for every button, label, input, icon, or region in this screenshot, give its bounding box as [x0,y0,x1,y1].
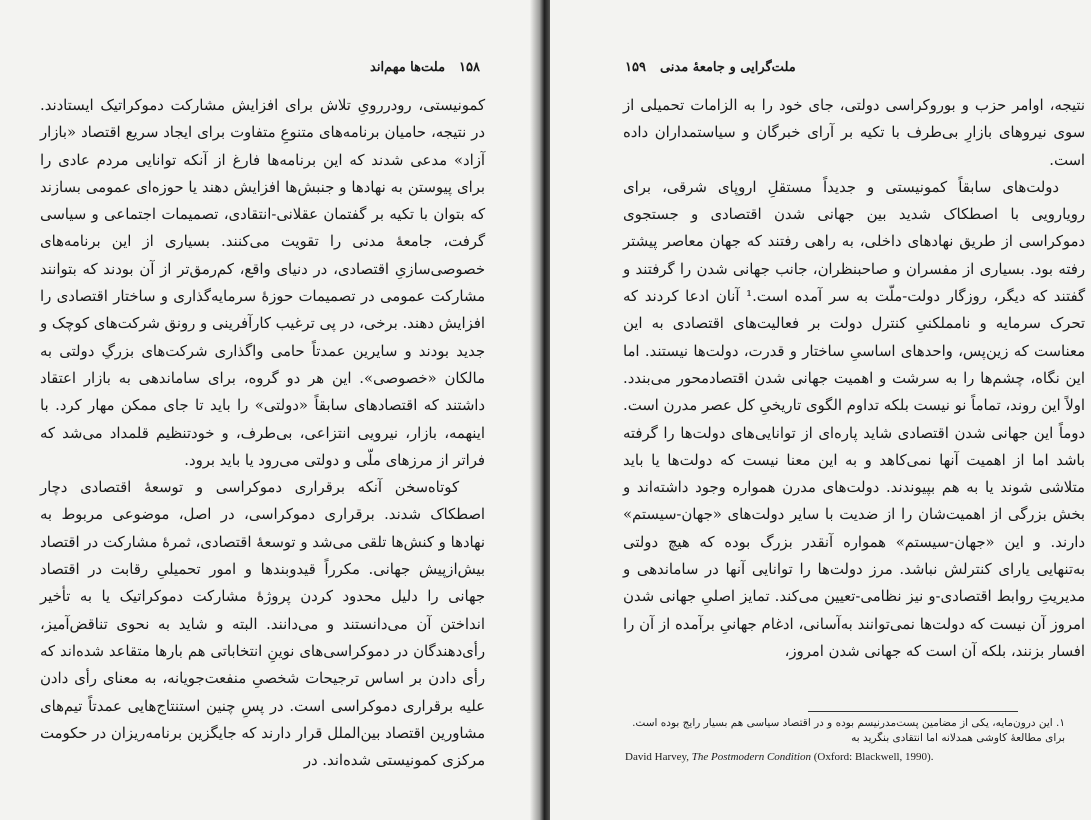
left-page-header [370,54,480,80]
footnote-divider [808,711,1018,712]
footnote-reference [625,750,1065,765]
left-paragraph-1: کمونیستی، رودررویِ تلاش برای افزایش مشارکت دموکراتیک ایستادند. در نتیجه، حامیان برنامه‌های متنوعِ متفاوت برای ایجاد سریع اقتصاد «بازار آزاد» مدعی شدند که این برنامه‌ها فارغ از آنکه توانایی مردم عادی را برای پیوستن به نهادها و جنبش‌ها افزایش دهند یا حوزه‌ای عمومی بسازند که بتوان با تکیه بر گفتمان عقلانی-انتقادی، تصمیمات اجتماعی و سیاسی گرفت، جامعهٔ مدنی را تقویت می‌کنند. بسیاری از این برنامه‌های خصوصی‌سازیِ اقتصادی، در دنیای واقع، کم‌رمق‌تر از آن بودند که بتوانند مشارکت عمومی در تصمیمات حوزهٔ سرمایه‌گذاری و ساختار اقتصادی را افزایش دهند. برخی، در پی ترغیب کارآفرینی و رونق شرکت‌های کوچک و جدید بودند و سایرین عمدتاً حامی واگذاری شرکت‌های بزرگِ دولتی به مالکان «خصوصی». این هر دو گروه، برای ساماندهی به بازار اعتقاد داشتند که اقتصادهای سابقاً «دولتی» را باید تا جای ممکن مهار کرد. با اینهمه، بازار، نیرویی انتزاعی، بی‌طرف، و خودتنظیم قلمداد می‌شد که فراتر از مرزهای ملّی و دولتی می‌رود یا باید برود. [40,97,485,469]
right-page-body [623,92,1085,665]
left-page-title: ملت‌ها مهم‌اند [370,59,446,75]
footnote-text: ۱. این درون‌مایه، یکی از مضامین پست‌مدرنیسم بوده و در اقتصاد سیاسی هم بسیار رایج بوده است. برای مطالعهٔ کاوشی همدلانه اما انتقادی بنگرید به [632,717,1065,744]
right-page [550,0,1091,820]
right-page-header [625,54,796,80]
right-page-title: ملت‌گرایی و جامعهٔ مدنی [659,59,796,75]
footnote-reference-publisher: (Oxford: Blackwell, 1990). [810,751,934,763]
footnote-reference-title: The Postmodern Condition [691,751,811,763]
right-page-number: ۱۵۹ [625,59,646,75]
right-paragraph-1: نتیجه، اوامر حزب و بوروکراسی دولتی، جای خود را به الزامات تحمیلی از سوی نیروهای بازارِ بی‌طرف با تکیه بر آرای خبرگان و سیاستمداران داده است. [623,97,1085,169]
footnote [625,716,1065,765]
right-paragraph-2: دولت‌های سابقاً کمونیستی و جدیداً مستقلِ اروپای شرقی، برای رویارویی با اصطکاک شدید بین جهانی شدن اقتصادی و جستجوی دموکراسی از طریق نهادهای داخلی، به راهی رفتند که جهان معاصر پیشتر رفته بود. بسیاری از مفسران و صاحبنظران، جانب جهانی شدن را گرفتند و گفتند که دیگر، روزگار دولت-ملّت به سر آمده است.¹ آنان ادعا کردند که تحرک سرمایه و نامملکنیِ کنترل دولت بر فعالیت‌های اقتصادی به این معناست که زین‌پس، واحدهای اساسیِ ساختار و قدرت، دولت‌ها نیستند. اما این نگاه، چشم‌ها را به سرشت و اهمیت جهانی شدن اقتصادمحور می‌بندد. اولاً این روند، تماماً نو نیست بلکه تداوم الگوی تاریخیِ کل عصر مدرن است. دوماً این جهانی شدن اقتصادی شاید پاره‌ای از توانایی‌های دولت‌ها را گرفته باشد اما از اهمیت آنها نمی‌کاهد و به این معنا نیست که دولت‌ها یا باید متلاشی شوند یا به هم بپیوندند. دولت‌های مدرن همواره وجود داشته‌اند و بخش بزرگی از اهمیت‌شان را از ضدیت با سایر دولت‌های «جهان-سیستم» دارند. و این «جهان-سیستم» همواره آنقدر بزرگ بوده که هیچ دولتی به‌تنهایی یارای کنترلش نباشد. مرز دولت‌ها را توانایی آنها در ساماندهی و مدیریتِ روابط اقتصادی-و نیز نظامی-تعیین می‌کند. تمایز اصلیِ جهانی شدن امروز آن نیست که دولت‌ها نمی‌توانند به‌آسانی، ادغام جهانیِ برآمده از آن را افسار بزنند، بلکه آن است که جهانی شدن امروز، [623,178,1085,660]
left-page-number: ۱۵۸ [459,59,480,75]
footnote-reference-author: David Harvey, [625,751,692,763]
left-page-body [40,92,485,774]
left-page [0,0,540,820]
left-paragraph-2: کوتاه‌سخن آنکه برقراری دموکراسی و توسعهٔ اقتصادی دچار اصطکاک شدند. برقراری دموکراسی، در اصل، موضوعی مربوط به نهادها و کنش‌ها تلقی می‌شد و توسعهٔ اقتصادی، ثمرهٔ مشارکت در اقتصاد بیش‌ازپیش جهانی. مکرراً قیدوبندها و امور تحمیلیِ رقابت در اقتصاد جهانی را دلیل محدود کردن پروژهٔ مشارکت دموکراتیک یا به تأخیر انداختن آن می‌دانستند و می‌دانند. البته و شاید به نحوی تناقض‌آمیز، رأی‌دهندگان در دموکراسی‌های نوینِ انتخاباتی هم بارها متقاعد شده‌اند که رأی دادن بر اساس ترجیحات شخصیِ منفعت‌جویانه، به معنای رأی دادن علیه برقراری دموکراسی است. در پسِ چنین استنتاج‌هایی عمدتاً تیم‌های مشاورین اقتصاد بین‌الملل قرار دارند که جایگزین برنامه‌ریزان در حکومت مرکزی کمونیستی شده‌اند. در [40,479,485,770]
